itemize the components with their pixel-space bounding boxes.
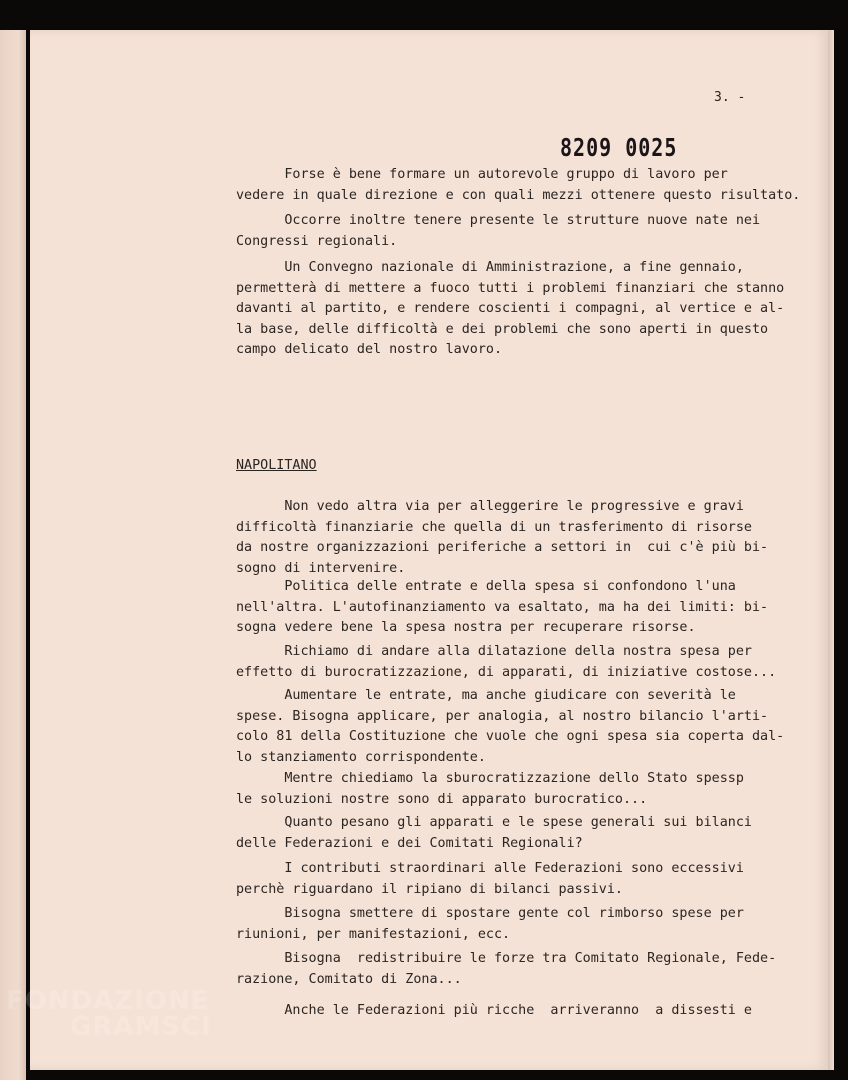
section-heading-napolitano: NAPOLITANO bbox=[236, 458, 317, 473]
fondazione-gramsci-watermark bbox=[6, 986, 212, 1042]
napolitano-paragraph-2: Politica delle entrate e della spesa si confondono l'una nell'altra. L'autofinanziamento va esaltato, ma ha dei limiti: bi- sogna vedere bene la spesa nostra per recuperare risorse. bbox=[236, 579, 769, 635]
napolitano-paragraph-4: Aumentare le entrate, ma anche giudicare con severità le spese. Bisogna applicare, per analogia, al nostro bilancio l'arti- colo 81 della Costituzione che vuole che ogni spesa sia coperta dal- lo stanziamento corrispondente. bbox=[236, 688, 785, 765]
watermark-line-1: FONDAZIONE bbox=[6, 986, 210, 1016]
left-page-edge bbox=[0, 30, 26, 1080]
napolitano-paragraph-1: Non vedo altra via per alleggerire le progressive e gravi difficoltà finanziarie che quella di un trasferimento di risorse da nostre organizzazioni periferiche a settori in cui c'è più bi- sogno di intervenire. bbox=[236, 499, 769, 576]
page-number: 3. - bbox=[714, 90, 746, 105]
napolitano-paragraph-8: Bisogna smettere di spostare gente col rimborso spese per riunioni, per manifestazioni, ecc. bbox=[236, 906, 744, 942]
napolitano-paragraph-9: Bisogna redistribuire le forze tra Comitato Regionale, Fede- razione, Comitato di Zona... bbox=[236, 951, 777, 987]
napolitano-paragraph-10: Anche le Federazioni più ricche arriveranno a dissesti e bbox=[236, 1003, 752, 1018]
archive-stamp-number: 8209 0025 bbox=[560, 132, 678, 162]
napolitano-paragraph-6: Quanto pesano gli apparati e le spese generali sui bilanci delle Federazioni e dei Comitati Regionali? bbox=[236, 815, 752, 851]
napolitano-paragraph-5: Mentre chiediamo la sburocratizzazione dello Stato spessp le soluzioni nostre sono di apparato burocratico... bbox=[236, 771, 744, 807]
paragraph-3: Un Convegno nazionale di Amministrazione, a fine gennaio, permetterà di mettere a fuoco tutti i problemi finanziari che stanno davanti al partito, e rendere coscienti i compagni, al vertice e al- la base, delle difficoltà e dei problemi che sono aperti in questo campo delicato del nostro lavoro. bbox=[236, 260, 785, 357]
napolitano-paragraph-7: I contributi straordinari alle Federazioni sono eccessivi perchè riguardano il ripiano di bilanci passivi. bbox=[236, 861, 744, 897]
paragraph-1: Forse è bene formare un autorevole gruppo di lavoro per vedere in quale direzione e con quali mezzi ottenere questo risultato. bbox=[236, 167, 801, 203]
watermark-line-2: GRAMSCI bbox=[70, 1012, 212, 1042]
napolitano-paragraph-3: Richiamo di andare alla dilatazione della nostra spesa per effetto di burocratizzazione, di apparati, di iniziative costose... bbox=[236, 644, 777, 680]
paragraph-2: Occorre inoltre tenere presente le strutture nuove nate nei Congressi regionali. bbox=[236, 213, 761, 249]
page-right-edge bbox=[828, 30, 834, 1070]
